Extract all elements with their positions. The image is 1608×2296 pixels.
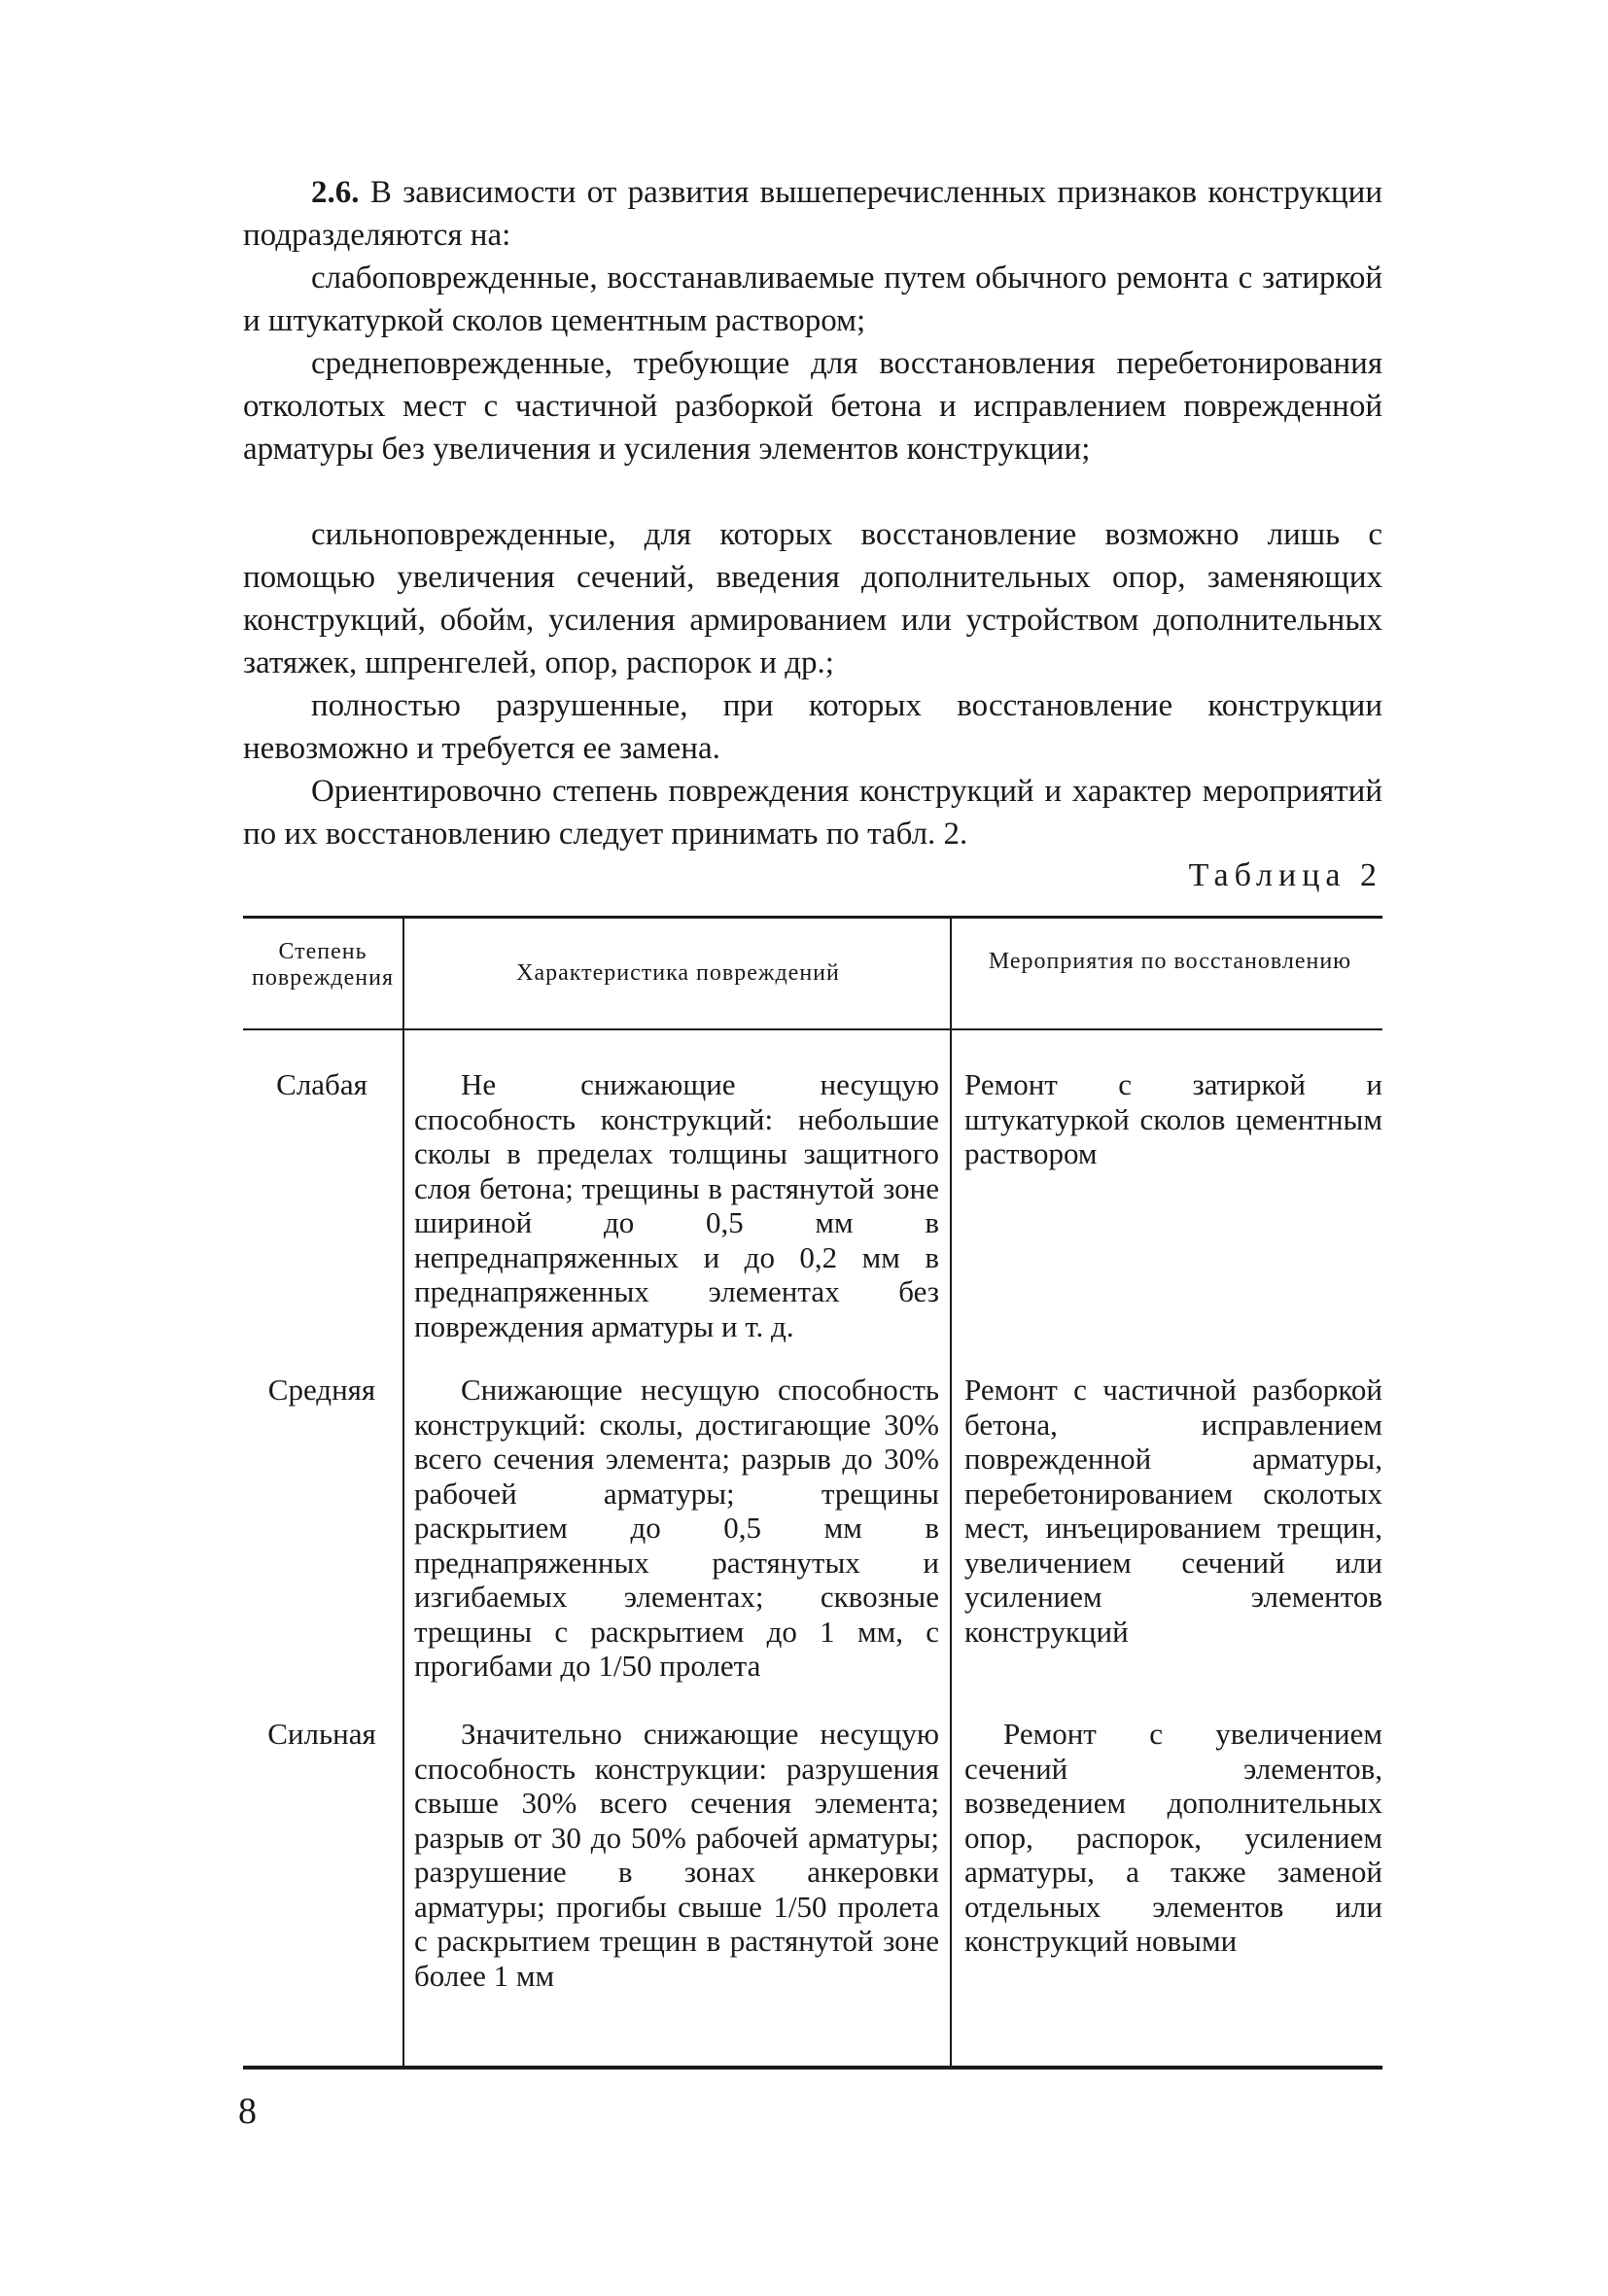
row-measures-weak: Ремонт с затиркой и штукатуркой сколов цементным раствором	[964, 1067, 1382, 1170]
row-measures-medium: Ремонт с частичной разборкой бетона, исправлением поврежденной арматуры, перебетонированием сколотых мест, инъецированием трещин, увеличением сечений или усилением элементов конструкций	[964, 1373, 1382, 1649]
table-bottom-rule	[243, 2066, 1382, 2070]
damage-table	[243, 916, 1382, 2070]
section-intro-text: В зависимости от развития вышеперечисленных признаков конструкции подразделяются на:	[243, 175, 1382, 253]
section-number: 2.6.	[311, 175, 360, 210]
page-number: 8	[238, 2091, 257, 2132]
row-characteristic-strong: Значительно снижающие несущую способность конструкции: разрушения свыше 30% всего сечения элемента; разрыв от 30 до 50% рабочей арматуры; разрушение в зонах анкеровки арматуры; прогибы свыше 1/50 пролета с раскрытием трещин в растянутой зоне более 1 мм	[414, 1717, 939, 1993]
table-divider-2	[950, 919, 952, 2067]
item-heavily-damaged: сильноповрежденные, для которых восстановление возможно лишь с помощью увеличения сечений, введения дополнительных опор, заменяющих конструкций, обойм, усиления армированием или устройством дополнительных затяжек, шпренгелей, опор, распорок и др.;	[243, 517, 1382, 680]
row-characteristic-medium: Снижающие несущую способность конструкций: сколы, достигающие 30% всего сечения элемента; разрыв до 30% рабочей арматуры; трещины раскрытием до 0,5 мм в преднапряженных растянутых и изгибаемых элементах; сквозные трещины с раскрытием до 1 мм, с прогибами до 1/50 пролета	[414, 1373, 939, 1683]
table-divider-1	[402, 919, 404, 2067]
header-measures: Мероприятия по восстановлению	[988, 949, 1352, 974]
section-closing: Ориентировочно степень повреждения конструкций и характер мероприятий по их восстановлению следует принимать по табл. 2.	[243, 774, 1382, 852]
header-degree: Степень повреждения	[252, 939, 394, 991]
row-characteristic-weak: Не снижающие несущую способность конструкций: небольшие сколы в пределах толщины защитного слоя бетона; трещины в растянутой зоне шириной до 0,5 мм в непреднапряженных и до 0,2 мм в преднапряженных элементах без повреждения арматуры и т. д.	[414, 1067, 939, 1343]
table-top-rule	[243, 916, 1382, 919]
section-intro	[243, 171, 1382, 257]
header-characteristic: Характеристика повреждений	[516, 960, 840, 986]
row-degree-medium: Средняя	[267, 1373, 376, 1407]
item-slightly-damaged: слабоповрежденные, восстанавливаемые путем обычного ремонта с затиркой и штукатуркой сколов цементным раствором;	[243, 261, 1382, 338]
item-medium-damaged: среднеповрежденные, требующие для восстановления перебетонирования отколотых мест с частичной разборкой бетона и исправлением поврежденной арматуры без увеличения и усиления элементов конструкции;	[243, 346, 1382, 467]
table-header-rule	[243, 1028, 1382, 1030]
row-degree-weak: Слабая	[276, 1067, 367, 1101]
table-label: Таблица 2	[1188, 857, 1382, 893]
item-fully-destroyed: полностью разрушенные, при которых восстановление конструкции невозможно и требуется ее замена.	[243, 688, 1382, 766]
row-degree-strong: Сильная	[267, 1717, 376, 1751]
row-measures-strong: Ремонт с увеличением сечений элементов, возведением дополнительных опор, распорок, усилением арматуры, а также заменой отдельных элементов или конструкций новыми	[964, 1717, 1382, 1958]
